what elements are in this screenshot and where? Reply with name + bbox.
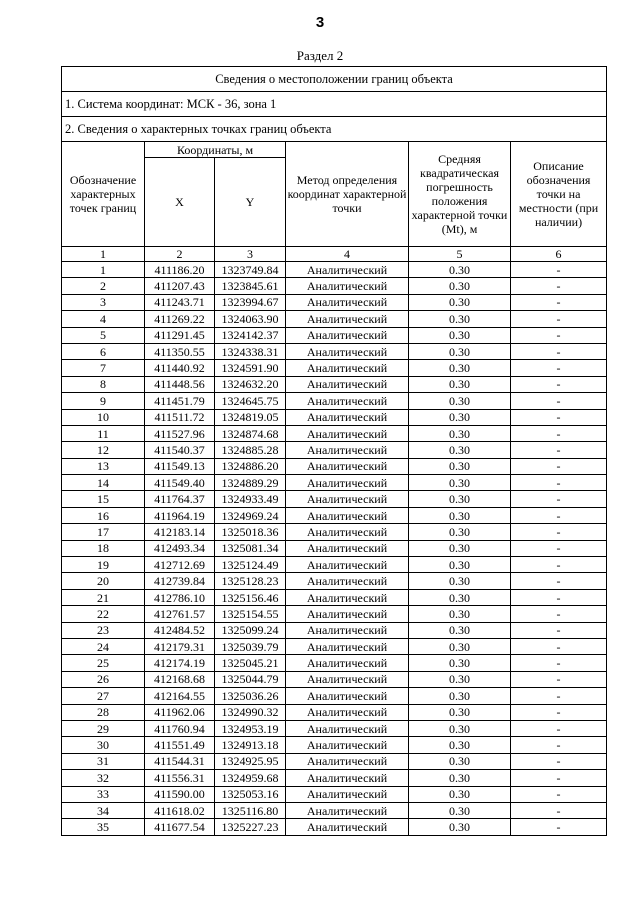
description-cell: - bbox=[511, 458, 607, 474]
table-row bbox=[62, 753, 607, 769]
table-row bbox=[62, 655, 607, 671]
y-coordinate-cell: 1323749.84 bbox=[215, 262, 286, 278]
method-cell: Аналитический bbox=[286, 786, 409, 802]
description-cell: - bbox=[511, 294, 607, 310]
method-cell: Аналитический bbox=[286, 557, 409, 573]
description-cell: - bbox=[511, 491, 607, 507]
table-row bbox=[62, 360, 607, 376]
method-cell: Аналитический bbox=[286, 606, 409, 622]
error-cell: 0.30 bbox=[409, 393, 511, 409]
table-row bbox=[62, 409, 607, 425]
x-coordinate-cell: 411549.13 bbox=[145, 458, 215, 474]
method-cell: Аналитический bbox=[286, 573, 409, 589]
point-number-cell: 26 bbox=[62, 671, 145, 687]
column-number: 5 bbox=[409, 247, 511, 262]
header-description: Описание обозначения точки на местности (при наличии) bbox=[511, 142, 607, 247]
point-number-cell: 33 bbox=[62, 786, 145, 802]
description-cell: - bbox=[511, 589, 607, 605]
method-cell: Аналитический bbox=[286, 458, 409, 474]
description-cell: - bbox=[511, 802, 607, 818]
y-coordinate-cell: 1325039.79 bbox=[215, 638, 286, 654]
x-coordinate-cell: 412164.55 bbox=[145, 688, 215, 704]
x-coordinate-cell: 412168.68 bbox=[145, 671, 215, 687]
table-row bbox=[62, 786, 607, 802]
method-cell: Аналитический bbox=[286, 262, 409, 278]
y-coordinate-cell: 1324925.95 bbox=[215, 753, 286, 769]
point-number-cell: 25 bbox=[62, 655, 145, 671]
x-coordinate-cell: 411544.31 bbox=[145, 753, 215, 769]
y-coordinate-cell: 1323994.67 bbox=[215, 294, 286, 310]
column-number: 1 bbox=[62, 247, 145, 262]
point-number-cell: 34 bbox=[62, 802, 145, 818]
method-cell: Аналитический bbox=[286, 638, 409, 654]
y-coordinate-cell: 1325081.34 bbox=[215, 540, 286, 556]
method-cell: Аналитический bbox=[286, 360, 409, 376]
x-coordinate-cell: 411540.37 bbox=[145, 442, 215, 458]
error-cell: 0.30 bbox=[409, 540, 511, 556]
method-cell: Аналитический bbox=[286, 540, 409, 556]
error-cell: 0.30 bbox=[409, 360, 511, 376]
header-designation: Обозначение характерных точек границ bbox=[62, 142, 145, 247]
error-cell: 0.30 bbox=[409, 507, 511, 523]
x-coordinate-cell: 411590.00 bbox=[145, 786, 215, 802]
header-coordinates: Координаты, м bbox=[145, 142, 286, 158]
y-coordinate-cell: 1324886.20 bbox=[215, 458, 286, 474]
method-cell: Аналитический bbox=[286, 376, 409, 392]
y-coordinate-cell: 1324959.68 bbox=[215, 770, 286, 786]
y-coordinate-cell: 1324933.49 bbox=[215, 491, 286, 507]
point-number-cell: 24 bbox=[62, 638, 145, 654]
method-cell: Аналитический bbox=[286, 507, 409, 523]
error-cell: 0.30 bbox=[409, 770, 511, 786]
point-number-cell: 5 bbox=[62, 327, 145, 343]
method-cell: Аналитический bbox=[286, 409, 409, 425]
description-cell: - bbox=[511, 442, 607, 458]
y-coordinate-cell: 1325154.55 bbox=[215, 606, 286, 622]
table-row bbox=[62, 688, 607, 704]
table-row bbox=[62, 491, 607, 507]
header-method: Метод определения координат характерной точки bbox=[286, 142, 409, 247]
description-cell: - bbox=[511, 622, 607, 638]
x-coordinate-cell: 411451.79 bbox=[145, 393, 215, 409]
point-number-cell: 6 bbox=[62, 343, 145, 359]
error-cell: 0.30 bbox=[409, 491, 511, 507]
x-coordinate-cell: 412712.69 bbox=[145, 557, 215, 573]
x-coordinate-cell: 411186.20 bbox=[145, 262, 215, 278]
y-coordinate-cell: 1325044.79 bbox=[215, 671, 286, 687]
x-coordinate-cell: 411243.71 bbox=[145, 294, 215, 310]
description-cell: - bbox=[511, 262, 607, 278]
y-coordinate-cell: 1325116.80 bbox=[215, 802, 286, 818]
method-cell: Аналитический bbox=[286, 819, 409, 835]
y-coordinate-cell: 1324969.24 bbox=[215, 507, 286, 523]
point-number-cell: 20 bbox=[62, 573, 145, 589]
description-cell: - bbox=[511, 655, 607, 671]
error-cell: 0.30 bbox=[409, 376, 511, 392]
point-number-cell: 32 bbox=[62, 770, 145, 786]
description-cell: - bbox=[511, 638, 607, 654]
description-cell: - bbox=[511, 786, 607, 802]
point-number-cell: 14 bbox=[62, 475, 145, 491]
column-number-row bbox=[62, 247, 607, 262]
error-cell: 0.30 bbox=[409, 311, 511, 327]
column-number: 6 bbox=[511, 247, 607, 262]
header-x: X bbox=[145, 158, 215, 247]
method-cell: Аналитический bbox=[286, 589, 409, 605]
description-cell: - bbox=[511, 770, 607, 786]
description-cell: - bbox=[511, 376, 607, 392]
table-row bbox=[62, 802, 607, 818]
error-cell: 0.30 bbox=[409, 704, 511, 720]
point-number-cell: 22 bbox=[62, 606, 145, 622]
description-cell: - bbox=[511, 409, 607, 425]
error-cell: 0.30 bbox=[409, 671, 511, 687]
method-cell: Аналитический bbox=[286, 442, 409, 458]
x-coordinate-cell: 411760.94 bbox=[145, 720, 215, 736]
point-number-cell: 13 bbox=[62, 458, 145, 474]
table-row bbox=[62, 606, 607, 622]
method-cell: Аналитический bbox=[286, 655, 409, 671]
description-cell: - bbox=[511, 704, 607, 720]
y-coordinate-cell: 1325018.36 bbox=[215, 524, 286, 540]
y-coordinate-cell: 1325227.23 bbox=[215, 819, 286, 835]
method-cell: Аналитический bbox=[286, 688, 409, 704]
y-coordinate-cell: 1324338.31 bbox=[215, 343, 286, 359]
method-cell: Аналитический bbox=[286, 704, 409, 720]
method-cell: Аналитический bbox=[286, 393, 409, 409]
point-number-cell: 15 bbox=[62, 491, 145, 507]
table-row bbox=[62, 458, 607, 474]
table-row bbox=[62, 671, 607, 687]
coordinate-system: 1. Система координат: МСК - 36, зона 1 bbox=[62, 92, 607, 117]
description-cell: - bbox=[511, 524, 607, 540]
description-cell: - bbox=[511, 737, 607, 753]
description-cell: - bbox=[511, 311, 607, 327]
header-y: Y bbox=[215, 158, 286, 247]
point-number-cell: 21 bbox=[62, 589, 145, 605]
point-number-cell: 28 bbox=[62, 704, 145, 720]
method-cell: Аналитический bbox=[286, 343, 409, 359]
description-cell: - bbox=[511, 507, 607, 523]
x-coordinate-cell: 411962.06 bbox=[145, 704, 215, 720]
x-coordinate-cell: 412179.31 bbox=[145, 638, 215, 654]
y-coordinate-cell: 1324819.05 bbox=[215, 409, 286, 425]
error-cell: 0.30 bbox=[409, 606, 511, 622]
table-row bbox=[62, 770, 607, 786]
table-row bbox=[62, 557, 607, 573]
header-error: Средняя квадратическая погрешность положения характерной точки (Mt), м bbox=[409, 142, 511, 247]
method-cell: Аналитический bbox=[286, 294, 409, 310]
method-cell: Аналитический bbox=[286, 671, 409, 687]
x-coordinate-cell: 411764.37 bbox=[145, 491, 215, 507]
x-coordinate-cell: 412484.52 bbox=[145, 622, 215, 638]
method-cell: Аналитический bbox=[286, 425, 409, 441]
error-cell: 0.30 bbox=[409, 622, 511, 638]
point-number-cell: 17 bbox=[62, 524, 145, 540]
y-coordinate-cell: 1325045.21 bbox=[215, 655, 286, 671]
method-cell: Аналитический bbox=[286, 327, 409, 343]
point-number-cell: 11 bbox=[62, 425, 145, 441]
x-coordinate-cell: 412493.34 bbox=[145, 540, 215, 556]
x-coordinate-cell: 411440.92 bbox=[145, 360, 215, 376]
y-coordinate-cell: 1324913.18 bbox=[215, 737, 286, 753]
point-number-cell: 19 bbox=[62, 557, 145, 573]
description-cell: - bbox=[511, 278, 607, 294]
description-cell: - bbox=[511, 573, 607, 589]
point-number-cell: 27 bbox=[62, 688, 145, 704]
y-coordinate-cell: 1325128.23 bbox=[215, 573, 286, 589]
description-cell: - bbox=[511, 819, 607, 835]
table-row bbox=[62, 589, 607, 605]
table-row bbox=[62, 327, 607, 343]
error-cell: 0.30 bbox=[409, 278, 511, 294]
point-number-cell: 30 bbox=[62, 737, 145, 753]
description-cell: - bbox=[511, 606, 607, 622]
table-row bbox=[62, 507, 607, 523]
x-coordinate-cell: 411527.96 bbox=[145, 425, 215, 441]
description-cell: - bbox=[511, 540, 607, 556]
points-heading: 2. Сведения о характерных точках границ объекта bbox=[62, 117, 607, 142]
error-cell: 0.30 bbox=[409, 737, 511, 753]
x-coordinate-cell: 412183.14 bbox=[145, 524, 215, 540]
x-coordinate-cell: 411549.40 bbox=[145, 475, 215, 491]
table-row bbox=[62, 704, 607, 720]
error-cell: 0.30 bbox=[409, 294, 511, 310]
error-cell: 0.30 bbox=[409, 638, 511, 654]
table-row bbox=[62, 638, 607, 654]
y-coordinate-cell: 1324142.37 bbox=[215, 327, 286, 343]
y-coordinate-cell: 1324885.28 bbox=[215, 442, 286, 458]
x-coordinate-cell: 412739.84 bbox=[145, 573, 215, 589]
error-cell: 0.30 bbox=[409, 343, 511, 359]
error-cell: 0.30 bbox=[409, 786, 511, 802]
description-cell: - bbox=[511, 475, 607, 491]
x-coordinate-cell: 412174.19 bbox=[145, 655, 215, 671]
point-number-cell: 4 bbox=[62, 311, 145, 327]
x-coordinate-cell: 411551.49 bbox=[145, 737, 215, 753]
table-row bbox=[62, 311, 607, 327]
method-cell: Аналитический bbox=[286, 475, 409, 491]
error-cell: 0.30 bbox=[409, 458, 511, 474]
y-coordinate-cell: 1324645.75 bbox=[215, 393, 286, 409]
y-coordinate-cell: 1324889.29 bbox=[215, 475, 286, 491]
table-title: Сведения о местоположении границ объекта bbox=[62, 67, 607, 92]
error-cell: 0.30 bbox=[409, 524, 511, 540]
x-coordinate-cell: 411207.43 bbox=[145, 278, 215, 294]
method-cell: Аналитический bbox=[286, 770, 409, 786]
description-cell: - bbox=[511, 688, 607, 704]
method-cell: Аналитический bbox=[286, 753, 409, 769]
y-coordinate-cell: 1325099.24 bbox=[215, 622, 286, 638]
point-number-cell: 12 bbox=[62, 442, 145, 458]
table-row bbox=[62, 573, 607, 589]
error-cell: 0.30 bbox=[409, 442, 511, 458]
x-coordinate-cell: 412786.10 bbox=[145, 589, 215, 605]
point-number-cell: 1 bbox=[62, 262, 145, 278]
description-cell: - bbox=[511, 393, 607, 409]
x-coordinate-cell: 411618.02 bbox=[145, 802, 215, 818]
x-coordinate-cell: 411556.31 bbox=[145, 770, 215, 786]
table-row bbox=[62, 294, 607, 310]
point-number-cell: 8 bbox=[62, 376, 145, 392]
x-coordinate-cell: 411511.72 bbox=[145, 409, 215, 425]
method-cell: Аналитический bbox=[286, 802, 409, 818]
x-coordinate-cell: 411448.56 bbox=[145, 376, 215, 392]
table-row bbox=[62, 425, 607, 441]
table-row bbox=[62, 393, 607, 409]
error-cell: 0.30 bbox=[409, 753, 511, 769]
table-row bbox=[62, 737, 607, 753]
table-row bbox=[62, 720, 607, 736]
x-coordinate-cell: 412761.57 bbox=[145, 606, 215, 622]
y-coordinate-cell: 1324874.68 bbox=[215, 425, 286, 441]
column-number: 3 bbox=[215, 247, 286, 262]
error-cell: 0.30 bbox=[409, 720, 511, 736]
boundary-points-table bbox=[61, 66, 607, 836]
y-coordinate-cell: 1324953.19 bbox=[215, 720, 286, 736]
error-cell: 0.30 bbox=[409, 475, 511, 491]
method-cell: Аналитический bbox=[286, 524, 409, 540]
error-cell: 0.30 bbox=[409, 557, 511, 573]
description-cell: - bbox=[511, 327, 607, 343]
method-cell: Аналитический bbox=[286, 720, 409, 736]
description-cell: - bbox=[511, 343, 607, 359]
table-row bbox=[62, 819, 607, 835]
table-row bbox=[62, 475, 607, 491]
error-cell: 0.30 bbox=[409, 327, 511, 343]
column-number: 2 bbox=[145, 247, 215, 262]
point-number-cell: 35 bbox=[62, 819, 145, 835]
x-coordinate-cell: 411964.19 bbox=[145, 507, 215, 523]
table-row bbox=[62, 262, 607, 278]
section-label: Раздел 2 bbox=[296, 48, 344, 63]
method-cell: Аналитический bbox=[286, 622, 409, 638]
description-cell: - bbox=[511, 753, 607, 769]
point-number-cell: 2 bbox=[62, 278, 145, 294]
x-coordinate-cell: 411291.45 bbox=[145, 327, 215, 343]
point-number-cell: 16 bbox=[62, 507, 145, 523]
method-cell: Аналитический bbox=[286, 311, 409, 327]
error-cell: 0.30 bbox=[409, 655, 511, 671]
x-coordinate-cell: 411269.22 bbox=[145, 311, 215, 327]
error-cell: 0.30 bbox=[409, 802, 511, 818]
page-number: 3 bbox=[315, 14, 325, 31]
table-row bbox=[62, 622, 607, 638]
error-cell: 0.30 bbox=[409, 819, 511, 835]
point-number-cell: 3 bbox=[62, 294, 145, 310]
y-coordinate-cell: 1325156.46 bbox=[215, 589, 286, 605]
column-number: 4 bbox=[286, 247, 409, 262]
method-cell: Аналитический bbox=[286, 278, 409, 294]
y-coordinate-cell: 1324990.32 bbox=[215, 704, 286, 720]
description-cell: - bbox=[511, 671, 607, 687]
point-number-cell: 29 bbox=[62, 720, 145, 736]
y-coordinate-cell: 1325124.49 bbox=[215, 557, 286, 573]
y-coordinate-cell: 1324632.20 bbox=[215, 376, 286, 392]
table-row bbox=[62, 442, 607, 458]
description-cell: - bbox=[511, 557, 607, 573]
method-cell: Аналитический bbox=[286, 737, 409, 753]
method-cell: Аналитический bbox=[286, 491, 409, 507]
table-row bbox=[62, 540, 607, 556]
error-cell: 0.30 bbox=[409, 409, 511, 425]
point-number-cell: 31 bbox=[62, 753, 145, 769]
point-number-cell: 9 bbox=[62, 393, 145, 409]
description-cell: - bbox=[511, 720, 607, 736]
y-coordinate-cell: 1324063.90 bbox=[215, 311, 286, 327]
table-row bbox=[62, 376, 607, 392]
point-number-cell: 18 bbox=[62, 540, 145, 556]
point-number-cell: 23 bbox=[62, 622, 145, 638]
x-coordinate-cell: 411677.54 bbox=[145, 819, 215, 835]
point-number-cell: 7 bbox=[62, 360, 145, 376]
y-coordinate-cell: 1325036.26 bbox=[215, 688, 286, 704]
error-cell: 0.30 bbox=[409, 425, 511, 441]
x-coordinate-cell: 411350.55 bbox=[145, 343, 215, 359]
error-cell: 0.30 bbox=[409, 262, 511, 278]
point-number-cell: 10 bbox=[62, 409, 145, 425]
error-cell: 0.30 bbox=[409, 573, 511, 589]
table-row bbox=[62, 278, 607, 294]
y-coordinate-cell: 1325053.16 bbox=[215, 786, 286, 802]
table-row bbox=[62, 343, 607, 359]
description-cell: - bbox=[511, 360, 607, 376]
error-cell: 0.30 bbox=[409, 589, 511, 605]
y-coordinate-cell: 1324591.90 bbox=[215, 360, 286, 376]
description-cell: - bbox=[511, 425, 607, 441]
table-row bbox=[62, 524, 607, 540]
error-cell: 0.30 bbox=[409, 688, 511, 704]
y-coordinate-cell: 1323845.61 bbox=[215, 278, 286, 294]
